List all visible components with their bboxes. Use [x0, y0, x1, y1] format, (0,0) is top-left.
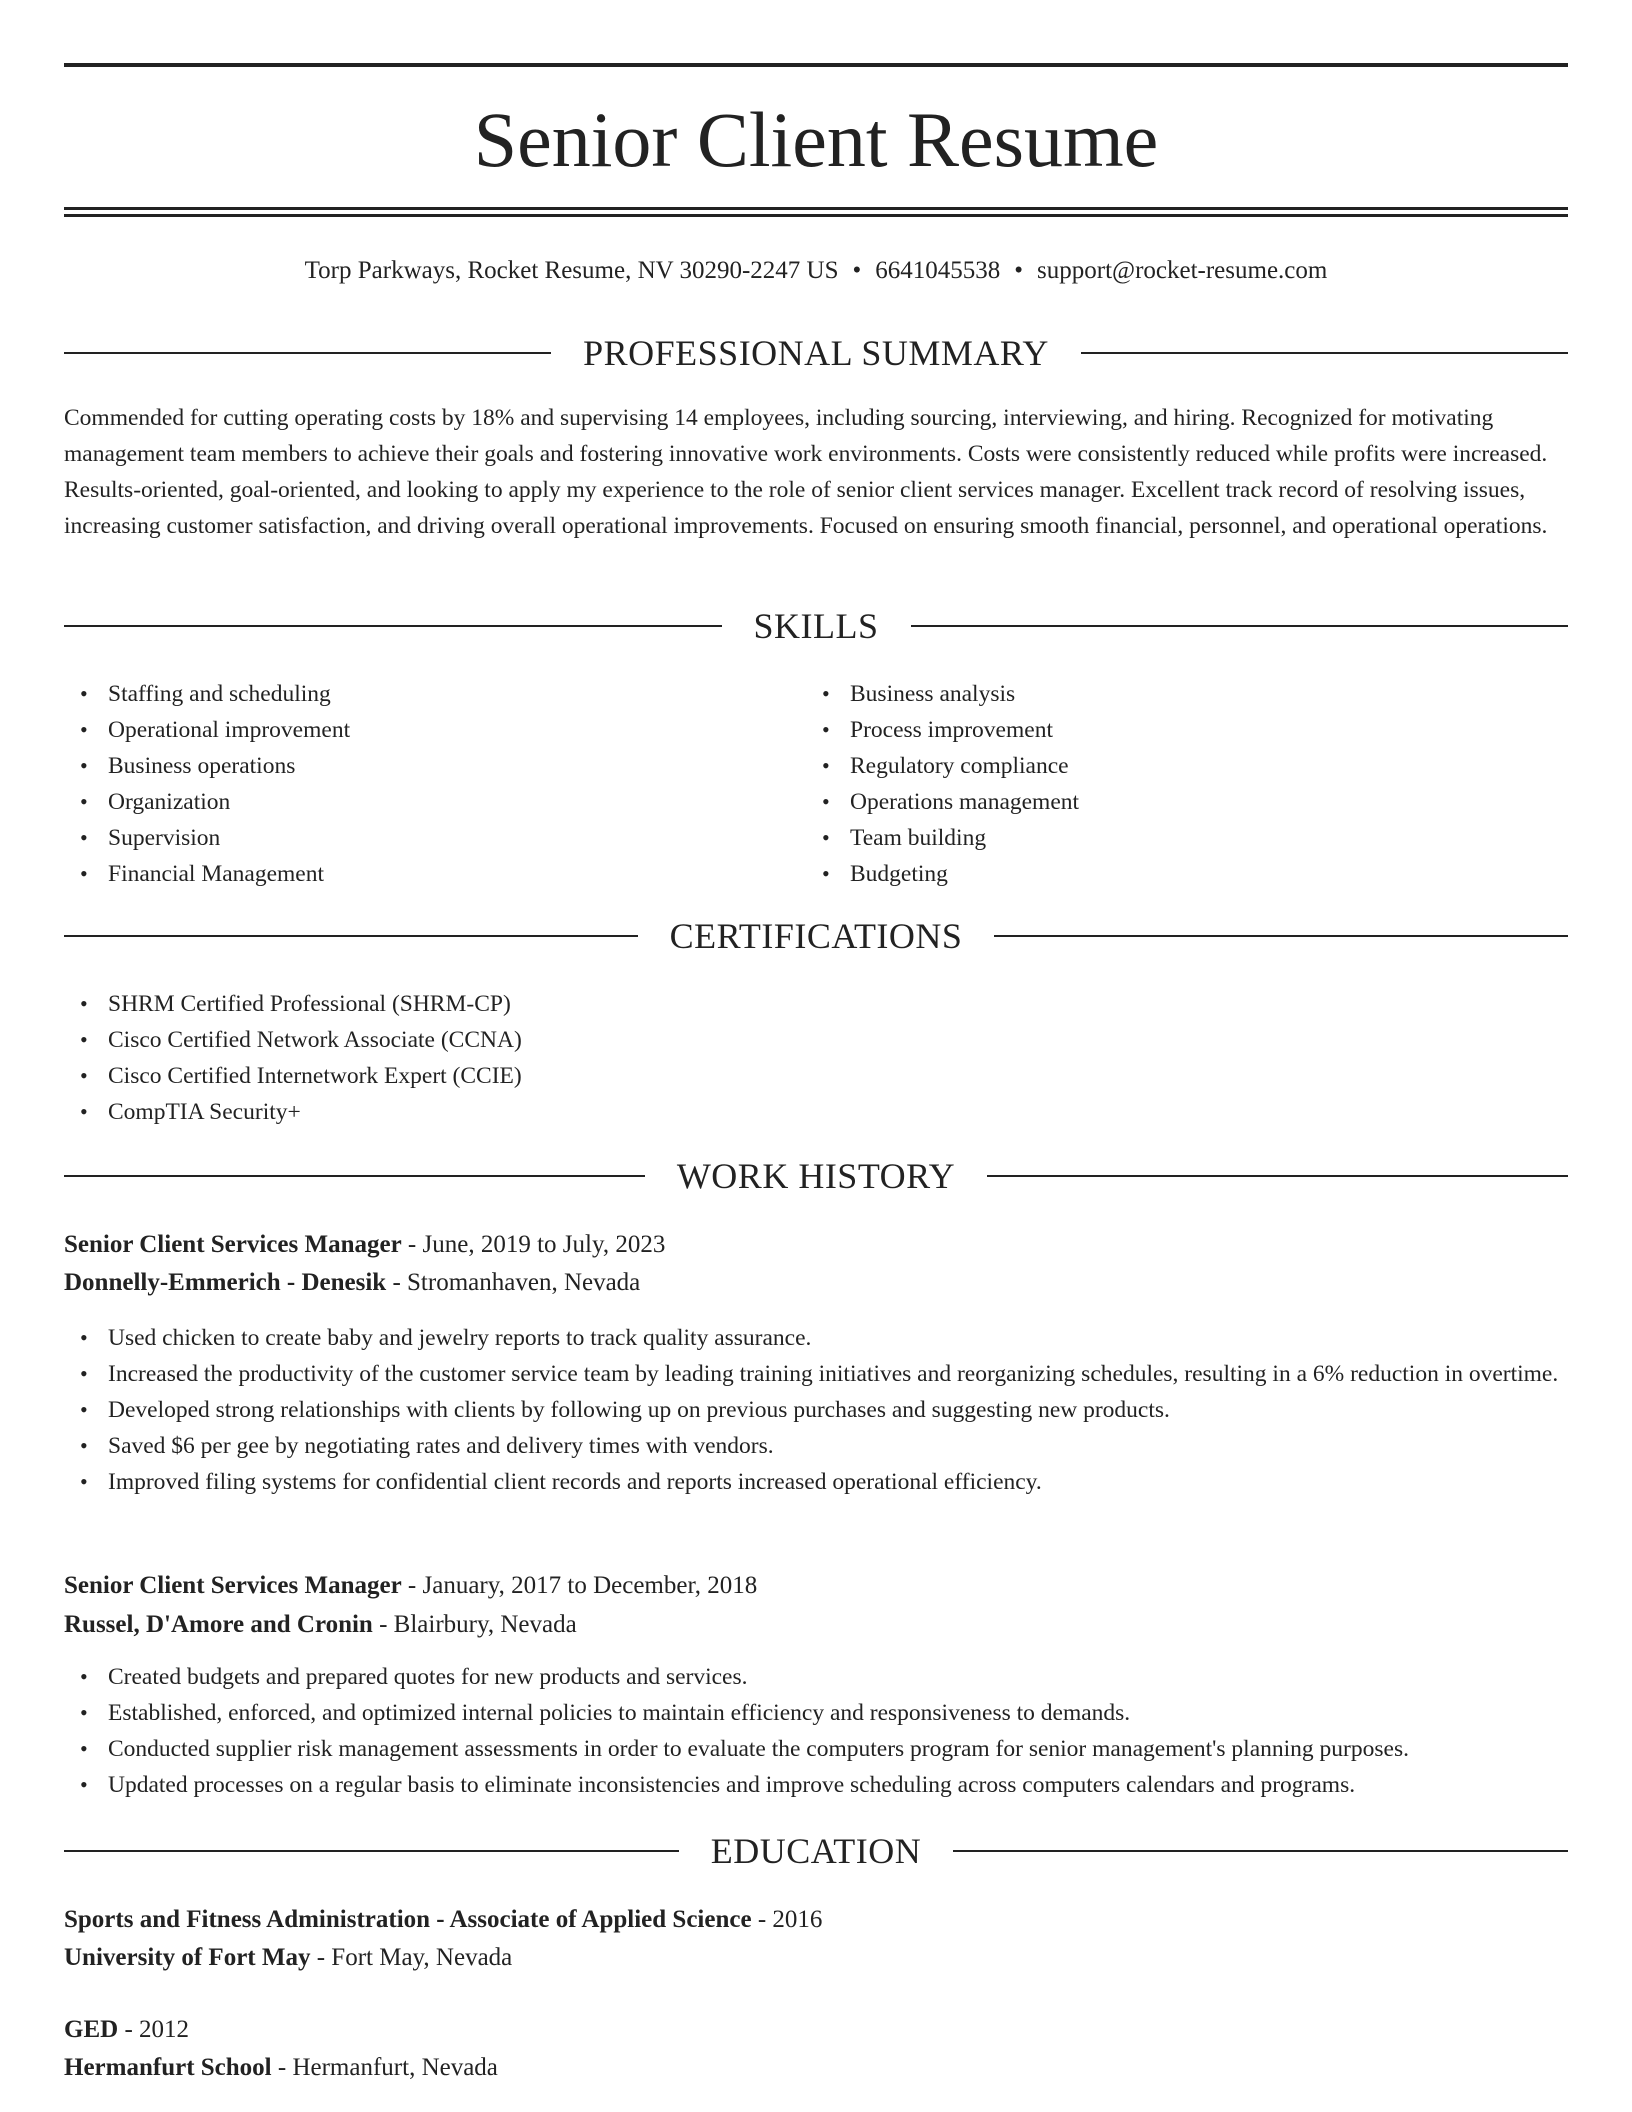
skills-heading: SKILLS: [753, 606, 879, 646]
job-bullet: • Improved filing systems for confidential client records and reports increased operational efficiency.: [64, 1464, 1568, 1500]
job-company: Russel, D'Amore and Cronin: [64, 1611, 373, 1638]
education-degree: Sports and Fitness Administration - Associate of Applied Science: [64, 1906, 752, 1933]
skill-item: • Operational improvement: [64, 712, 764, 748]
contact-separator: •: [1014, 257, 1024, 284]
skill-item: • Process improvement: [806, 712, 1506, 748]
certification-item: • Cisco Certified Internetwork Expert (CCIE): [64, 1058, 1568, 1094]
skill-item: • Supervision: [64, 820, 764, 856]
job-location: - Stromanhaven, Nevada: [386, 1269, 641, 1296]
skills-list-right: [806, 676, 1506, 892]
education-school: Hermanfurt School: [64, 2054, 272, 2081]
job-company-line: [64, 1264, 1568, 1302]
education-school-line: [64, 1939, 1568, 1977]
education-location: - Fort May, Nevada: [310, 1944, 513, 1971]
education-heading: EDUCATION: [710, 1831, 922, 1871]
education-school: University of Fort May: [64, 1944, 311, 1971]
certification-item: • CompTIA Security+: [64, 1094, 1568, 1130]
job-bullet: • Used chicken to create baby and jewelry reports to track quality assurance.: [64, 1320, 1568, 1356]
job-title-line: [64, 1567, 1568, 1605]
job-dates: - June, 2019 to July, 2023: [401, 1231, 666, 1258]
skill-item: • Staffing and scheduling: [64, 676, 764, 712]
skill-item: • Budgeting: [806, 856, 1506, 892]
section-rule: [64, 625, 722, 627]
job-title: Senior Client Services Manager: [64, 1572, 402, 1599]
section-rule: [64, 935, 638, 937]
section-rule: [953, 1850, 1568, 1852]
education-degree: GED: [64, 2016, 119, 2043]
work-heading: WORK HISTORY: [676, 1156, 956, 1196]
skill-item: • Team building: [806, 820, 1506, 856]
summary-text: Commended for cutting operating costs by 18% and supervising 14 employees, including sourcing, interviewing, and hiring. Recognized for motivating management team members to achieve their goals and fostering innovative work environments. Costs were consistently reduced while profits were increased. Results-oriented, goal-oriented, and looking to apply my experience to the role of senior client services manager. Excellent track record of resolving issues, increasing customer satisfaction, and driving overall operational improvements. Focused on ensuring smooth financial, personnel, and operational operations.: [64, 405, 1548, 539]
contact-address: Torp Parkways, Rocket Resume, NV 30290-2247 US: [304, 257, 839, 284]
section-rule: [64, 1175, 645, 1177]
certifications-heading: CERTIFICATIONS: [669, 916, 963, 956]
certification-item: • SHRM Certified Professional (SHRM-CP): [64, 986, 1568, 1022]
section-rule: [911, 625, 1569, 627]
job-bullet: • Updated processes on a regular basis to eliminate inconsistencies and improve scheduling across computers calendars and programs.: [64, 1767, 1568, 1803]
section-rule: [64, 1850, 679, 1852]
section-rule: [1081, 352, 1568, 354]
summary-heading: PROFESSIONAL SUMMARY: [583, 333, 1049, 373]
job-bullet: • Established, enforced, and optimized internal policies to maintain efficiency and responsiveness to demands.: [64, 1695, 1568, 1731]
job-location: - Blairbury, Nevada: [372, 1611, 577, 1638]
job-bullet: • Developed strong relationships with clients by following up on previous purchases and suggesting new products.: [64, 1392, 1568, 1428]
resume-title: Senior Client Resume: [473, 96, 1159, 183]
contact-phone: 6641045538: [875, 257, 1001, 284]
education-location: - Hermanfurt, Nevada: [271, 2054, 498, 2081]
skill-item: • Organization: [64, 784, 764, 820]
skill-item: • Operations management: [806, 784, 1506, 820]
job-title-line: [64, 1226, 1568, 1264]
summary-section-header: [64, 331, 1568, 375]
certifications-section-header: [64, 914, 1568, 958]
education-year: - 2012: [118, 2016, 190, 2043]
contact-email: support@rocket-resume.com: [1037, 257, 1328, 284]
skill-item: • Business analysis: [806, 676, 1506, 712]
header-top-rule: [64, 63, 1568, 67]
job-company: Donnelly-Emmerich - Denesik: [64, 1269, 387, 1296]
skill-item: • Business operations: [64, 748, 764, 784]
job-bullets: [64, 1659, 1568, 1803]
job-bullet: • Increased the productivity of the customer service team by leading training initiatives and reorganizing schedules, resulting in a 6% reduction in overtime.: [64, 1356, 1568, 1392]
header-double-rule: [64, 207, 1568, 217]
education-section-header: [64, 1829, 1568, 1873]
job-bullet: • Saved $6 per gee by negotiating rates and delivery times with vendors.: [64, 1428, 1568, 1464]
job-bullet: • Conducted supplier risk management assessments in order to evaluate the computers program for senior management's planning purposes.: [64, 1731, 1568, 1767]
section-rule: [994, 935, 1568, 937]
section-rule: [987, 1175, 1568, 1177]
education-degree-line: [64, 2011, 1568, 2049]
education-year: - 2016: [751, 1906, 823, 1933]
job-dates: - January, 2017 to December, 2018: [401, 1572, 758, 1599]
education-school-line: [64, 2049, 1568, 2087]
work-section-header: [64, 1154, 1568, 1198]
contact-line: [64, 254, 1568, 288]
section-rule: [64, 352, 551, 354]
job-company-line: [64, 1606, 1568, 1644]
certifications-list: [64, 986, 1568, 1130]
skill-item: • Financial Management: [64, 856, 764, 892]
certification-item: • Cisco Certified Network Associate (CCNA): [64, 1022, 1568, 1058]
job-bullet: • Created budgets and prepared quotes for new products and services.: [64, 1659, 1568, 1695]
skills-section-header: [64, 604, 1568, 648]
contact-separator: •: [852, 257, 862, 284]
job-title: Senior Client Services Manager: [64, 1231, 402, 1258]
education-degree-line: [64, 1901, 1568, 1939]
job-bullets: [64, 1320, 1568, 1500]
skill-item: • Regulatory compliance: [806, 748, 1506, 784]
skills-list-left: [64, 676, 764, 892]
